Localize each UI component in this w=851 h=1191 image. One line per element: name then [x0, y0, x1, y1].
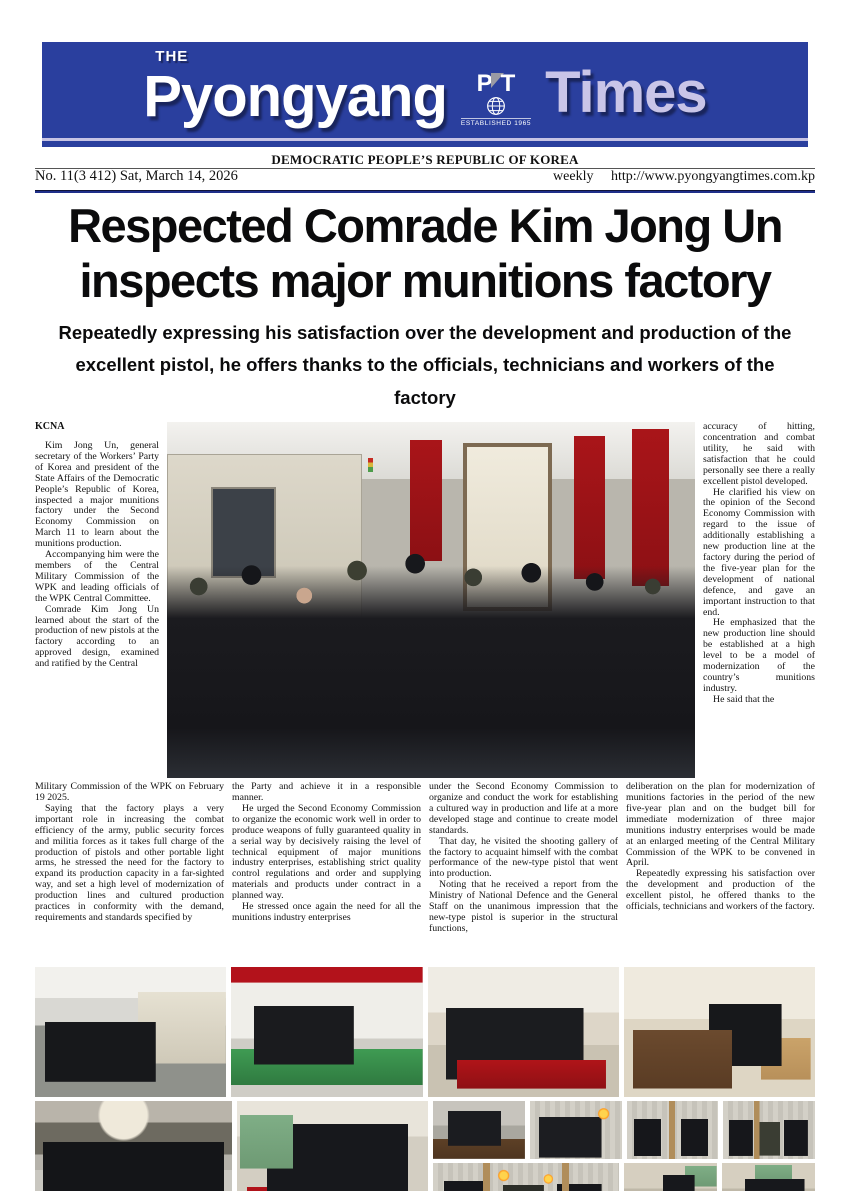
article-column-b1: [35, 782, 224, 964]
masthead-kicker: THE: [155, 47, 189, 65]
column-left-text: [35, 441, 159, 670]
paragraph: Kim Jong Un, general secretary of the Workers’ Party of Korea and president of the State Affairs of the Democratic People’s Republic of Korea, inspected a major munitions factory under the Second Economy Commission on March 11 to learn about the munitions production.: [35, 440, 159, 550]
grid-photo-12: [624, 1163, 717, 1191]
grid-photo-5: [35, 1101, 232, 1191]
country-name: DEMOCRATIC PEOPLE’S REPUBLIC OF KOREA: [271, 152, 579, 167]
paragraph: deliberation on the plan for modernization of munitions factories in the period of the new five-year plan and on the budget bill for immediate modernization of three major munitions industry enterprises would be made at an enlarged meeting of the Central Military Commission of the WPK to be convened in April.: [626, 782, 815, 869]
masthead-banner: [42, 42, 808, 138]
grid-photo-2: [231, 967, 422, 1097]
grid-photo-3: [428, 967, 619, 1097]
grid-photo-8: [530, 1101, 622, 1159]
masthead: [42, 42, 808, 147]
thick-rule: [35, 190, 815, 193]
headline-line1: Respected Comrade Kim Jong Un: [68, 199, 782, 252]
grid-photo-1: [35, 967, 226, 1097]
frequency-label: weekly: [553, 169, 594, 184]
paragraph: the Party and achieve it in a responsible manner.: [232, 782, 421, 803]
photo-subgrid-bottom: [433, 1163, 815, 1191]
globe-icon: [486, 96, 506, 116]
article-column-left: [35, 422, 159, 778]
page-content: [35, 0, 815, 1191]
paragraph: He urged the Second Economy Commission to organize the economic work well in order to produce weapons of fully guaranteed quality in a serial way by decisively raising the level of technical equipment of major munitions industry enterprises, establishing strict quality control regulations and order and supplying materials and products under contract in a planned way.: [232, 802, 421, 902]
logo-letter-t: T: [500, 69, 516, 97]
masthead-blue-stripe: [42, 141, 808, 147]
issue-date: No. 11(3 412) Sat, March 14, 2026: [35, 168, 238, 184]
headline: [35, 199, 815, 309]
established-label: ESTABLISHED 1965: [460, 119, 532, 127]
photo-red-banner: [410, 440, 442, 561]
article-column-b3: [429, 782, 618, 964]
paragraph: Saying that the factory plays a very important role in increasing the combat efficiency of the army, public security forces and militia forces as it takes full charge of the production of pistols and other portable light arms, he stressed the need for the factory to expand its production capacity in a far-sighted way, and set a high level of modernization of production lines and cultured production practices in conformity with the demand, requirements and standards specified by: [35, 802, 224, 923]
paragraph: He clarified his view on the opinion of the Second Economy Commission with regard to the issue of additionally establishing a new production line at the factory during the period of the five-year plan for the development of national defence, and gave an important instruction to that end.: [703, 486, 815, 618]
photo-subgrid-top: [433, 1101, 815, 1159]
pt-logo-letters: [476, 69, 516, 97]
grid-photo-4: [624, 967, 815, 1097]
grid-photo-10: [723, 1101, 815, 1159]
headline-line2: inspects major munitions factory: [79, 253, 771, 307]
byline: KCNA: [35, 422, 65, 433]
grid-photo-9: [627, 1101, 719, 1159]
article-column-b4: [626, 782, 815, 964]
photo-grid-row2: [35, 1101, 815, 1191]
grid-photo-6: [237, 1101, 428, 1191]
photo-crowd-silhouette: [167, 550, 695, 778]
article-column-right: [703, 422, 815, 778]
masthead-title-times: Times: [545, 60, 707, 125]
website-url: http://www.pyongyangtimes.com.kp: [610, 169, 815, 184]
grid-photo-7: [433, 1101, 525, 1159]
grid-photo-11: [433, 1163, 619, 1191]
article-bottom-section: [35, 782, 815, 964]
pt-logo: [460, 69, 532, 127]
paragraph: accuracy of hitting, concentration and combat utility, he said with satisfaction that he could personally see there a really excellent pistol developed.: [703, 422, 815, 487]
photo-signal-lamp: [368, 458, 373, 472]
frequency-and-url: [539, 169, 815, 185]
paragraph: Noting that he received a report from the Ministry of National Defence and the General Staff on the unanimous impression that the new-type pistol is superior in the structural functions,: [429, 879, 618, 934]
dateline: [35, 150, 815, 190]
article-column-b2: [232, 782, 421, 964]
wordmark: [143, 47, 707, 129]
grid-photo-13: [722, 1163, 815, 1191]
masthead-title-pyongyang: Pyongyang: [143, 64, 447, 129]
paragraph: Military Commission of the WPK on February 19 2025.: [35, 782, 224, 803]
paragraph: He stressed once again the need for all the munitions industry enterprises: [232, 901, 421, 923]
paragraph: He emphasized that the new production line should be established at a high level to be a model of modernization of the country’s munitions industry.: [703, 617, 815, 694]
photo-grid-row1: [35, 967, 815, 1097]
paragraph: Accompanying him were the members of the Central Military Commission of the WPK and leading officials of the WPK Central Committee.: [35, 549, 159, 604]
paragraph: Repeatedly expressing his satisfaction over the development and production of the excellent pistol, he offered thanks to the officials, technicians and workers of the factory.: [626, 868, 815, 913]
subheadline: Repeatedly expressing his satisfaction over the development and production of the excellent pistol, he offers thanks to the officials, technicians and workers of the factory: [58, 321, 792, 408]
paragraph: Comrade Kim Jong Un learned about the start of the production of new pistols at the factory according to an approved design, examined and ratified by the Central: [35, 603, 159, 670]
main-photo: [167, 422, 695, 778]
paragraph: under the Second Economy Commission to organize and conduct the work for establishing a cultured way in production and life at a more developed stage and continue to create model standards.: [429, 782, 618, 836]
logo-letter-p: P: [476, 69, 493, 97]
paragraph: He said that the: [713, 693, 775, 705]
article-top-section: [35, 422, 815, 778]
photo-subgrid: [433, 1101, 815, 1191]
paragraph: That day, he visited the shooting gallery of the factory to acquaint himself with the combat performance of the new-type pistol that went into production.: [429, 835, 618, 880]
